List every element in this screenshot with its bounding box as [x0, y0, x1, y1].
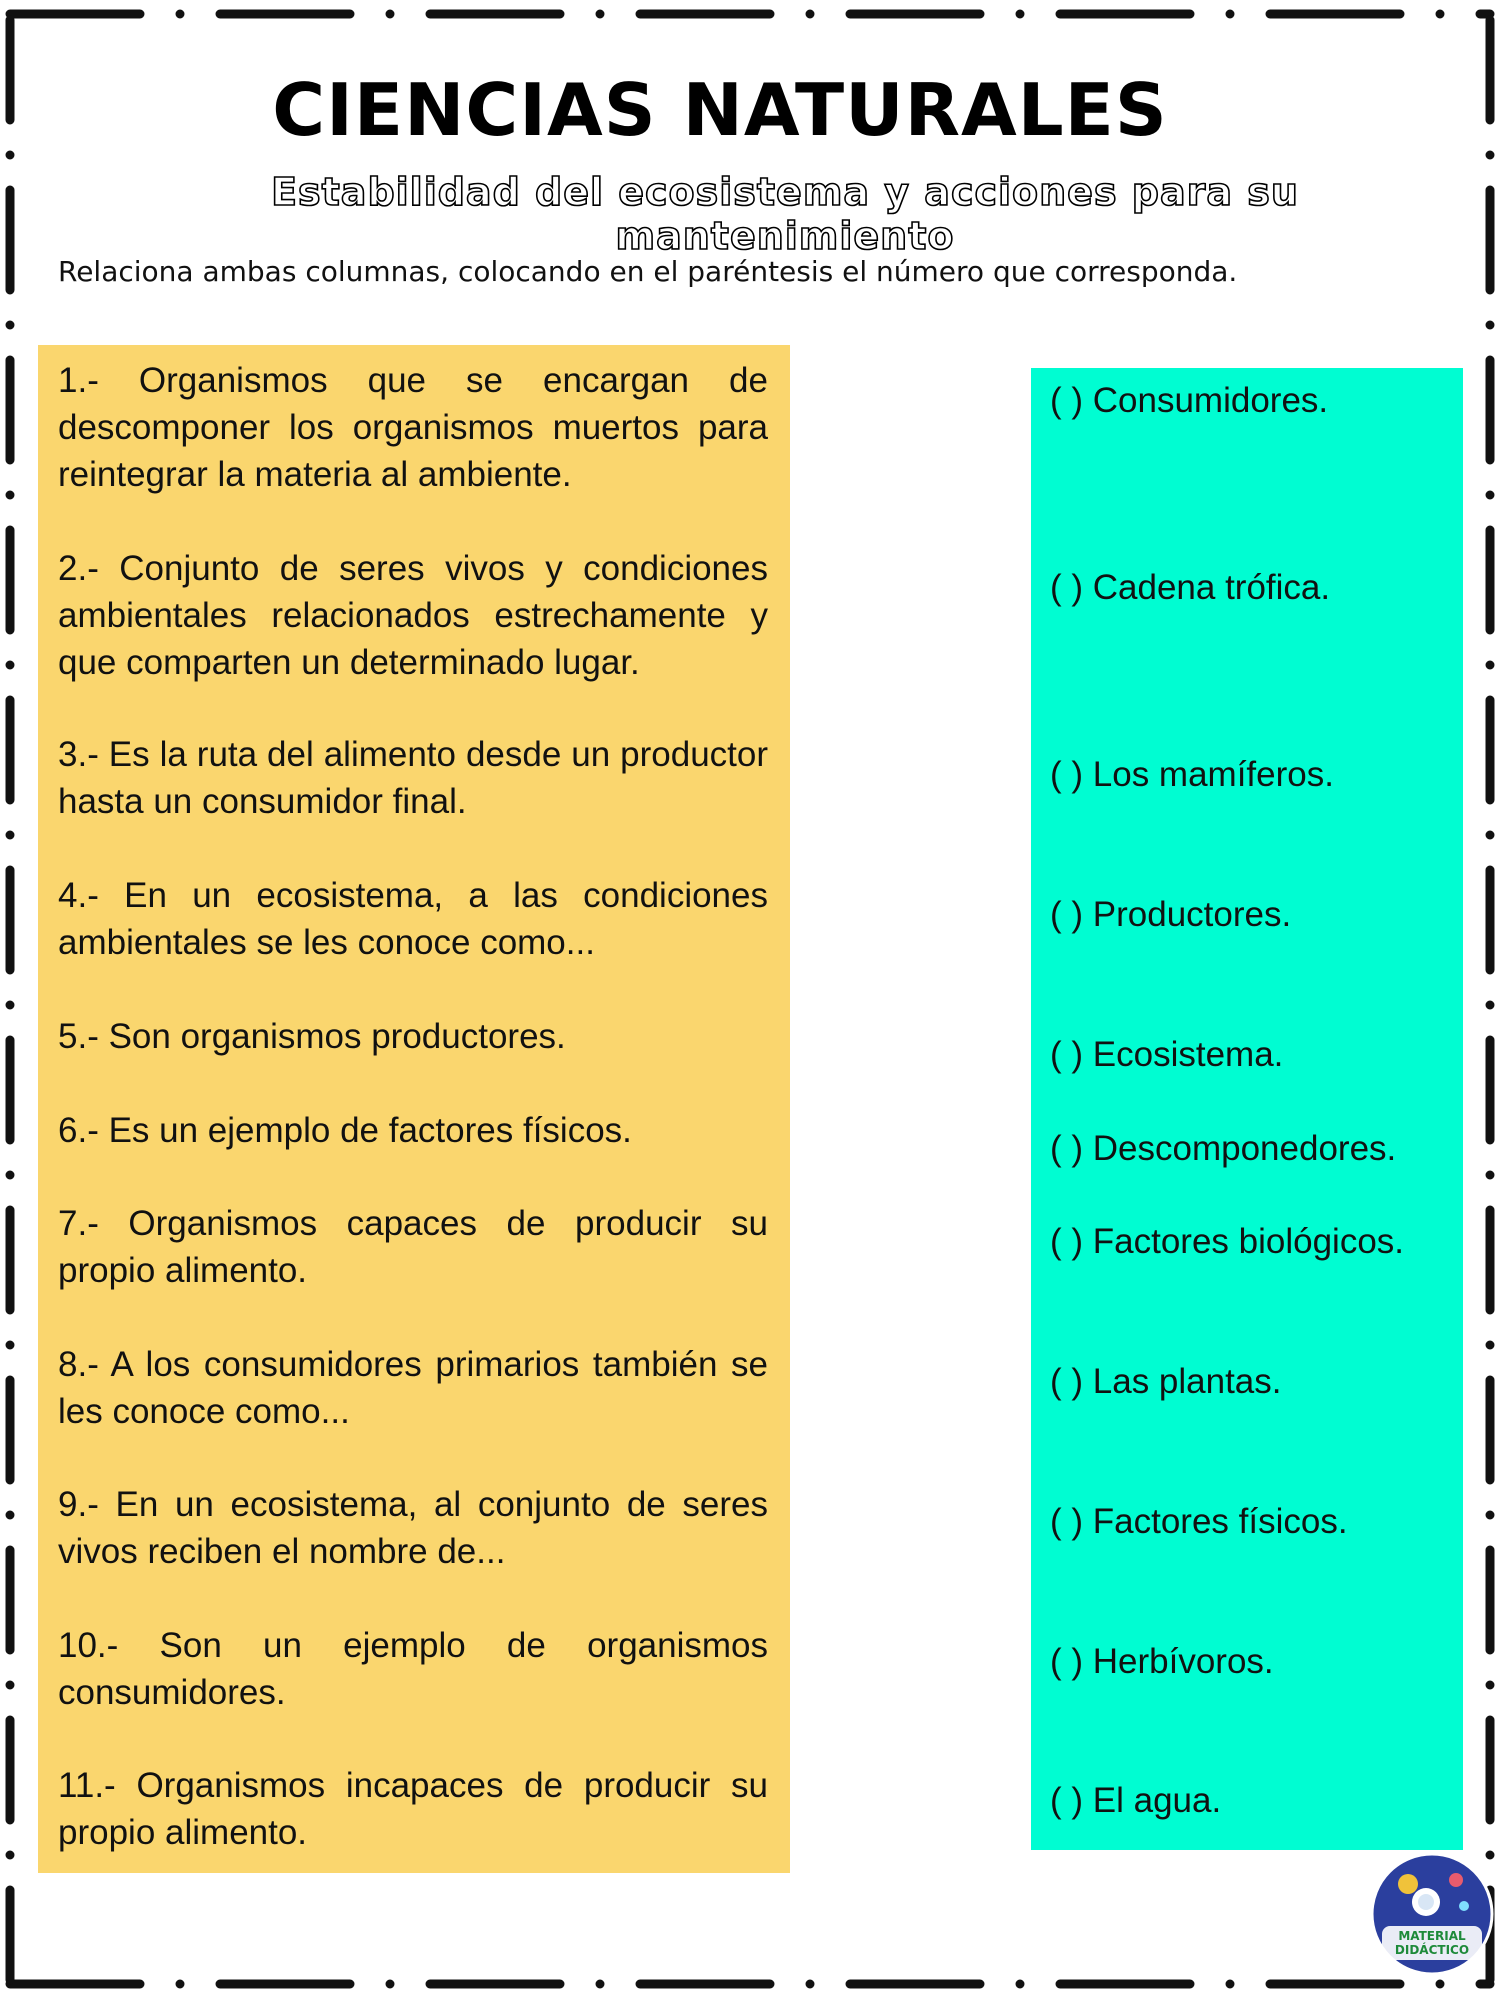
logo-text-line2: DIDÁCTICO [1394, 1943, 1470, 1957]
material-didactico-logo [1368, 1850, 1496, 1978]
answer-option[interactable]: ( ) El agua. [1050, 1781, 1222, 1820]
question-item: 9.- En un ecosistema, al conjunto de seres vivos reciben el nombre de... [58, 1485, 768, 1571]
answer-option[interactable]: ( ) Cadena trófica. [1050, 568, 1331, 607]
question-item: 5.- Son organismos productores. [58, 1017, 566, 1056]
answer-option[interactable]: ( ) Las plantas. [1050, 1362, 1282, 1401]
question-item: 11.- Organismos incapaces de producir su propio alimento. [58, 1766, 768, 1852]
question-item: 7.- Organismos capaces de producir su propio alimento. [58, 1204, 768, 1290]
page-title: CIENCIAS NATURALES [272, 68, 1168, 152]
answer-option[interactable]: ( ) Herbívoros. [1050, 1642, 1274, 1681]
question-item: 8.- A los consumidores primarios también se les conoce como... [58, 1345, 768, 1431]
answer-option[interactable]: ( ) Factores biológicos. [1050, 1222, 1405, 1261]
question-item: 3.- Es la ruta del alimento desde un productor hasta un consumidor final. [58, 735, 768, 821]
answer-option[interactable]: ( ) Descomponedores. [1050, 1129, 1397, 1168]
question-item: 2.- Conjunto de seres vivos y condiciones ambientales relacionados estrechamente y que comparten un determinado lugar. [58, 549, 768, 682]
questions-column [38, 345, 790, 1873]
answer-option[interactable]: ( ) Los mamíferos. [1050, 755, 1334, 794]
question-item: 10.- Son un ejemplo de organismos consumidores. [58, 1626, 768, 1712]
answer-option[interactable]: ( ) Productores. [1050, 895, 1292, 934]
answer-option[interactable]: ( ) Factores físicos. [1050, 1502, 1348, 1541]
logo-text-line1: MATERIAL [1398, 1929, 1466, 1943]
question-item: 6.- Es un ejemplo de factores físicos. [58, 1111, 632, 1150]
answers-column [1031, 368, 1463, 1850]
answer-option[interactable]: ( ) Ecosistema. [1050, 1035, 1284, 1074]
answer-option[interactable]: ( ) Consumidores. [1050, 381, 1329, 420]
page-subtitle: Estabilidad del ecosistema y acciones para su mantenimiento [271, 170, 1299, 258]
question-item: 1.- Organismos que se encargan de descomponer los organismos muertos para reintegrar la materia al ambiente. [58, 361, 768, 494]
question-item: 4.- En un ecosistema, a las condiciones ambientales se les conoce como... [58, 876, 768, 962]
instructions: Relaciona ambas columnas, colocando en el paréntesis el número que corresponda. [58, 255, 1238, 288]
